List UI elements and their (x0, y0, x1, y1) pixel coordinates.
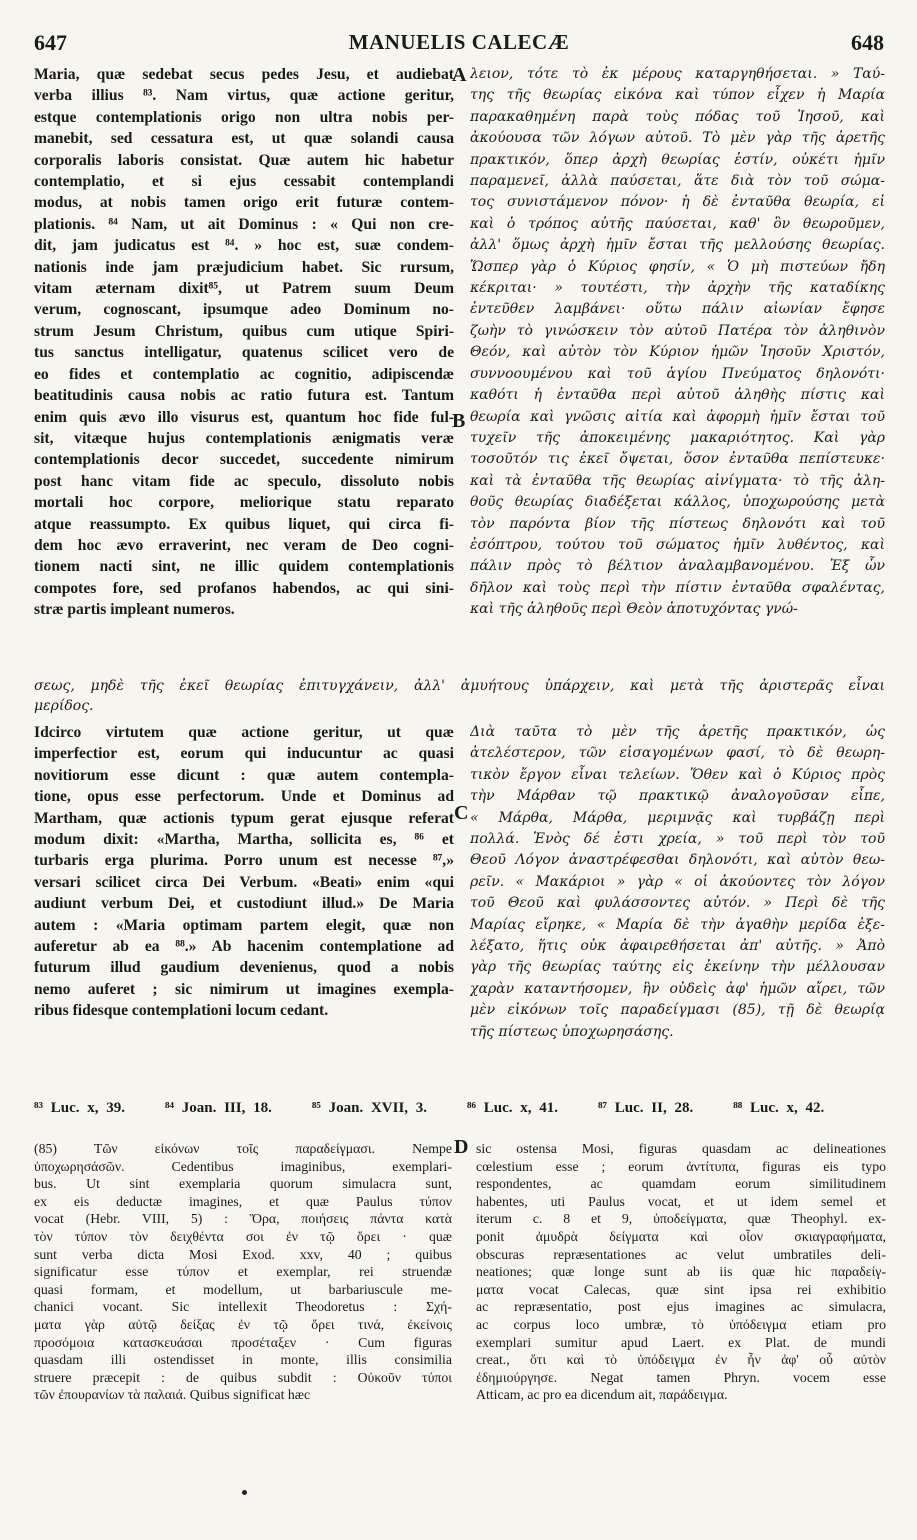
text-line: πολλά. Ἑνὸς δέ ἐστι χρεία, » τοῦ περὶ τὸν τοῦ (470, 831, 885, 848)
note-line: Atticam, ac pro ea dicendum ait, παράδειγμα. (476, 1387, 728, 1403)
text-line: tus sanctus intelligatur, quatenus scilicet vero de (34, 344, 454, 362)
text-line: contemplatio, et si ejus cessabit contemplandi (34, 173, 454, 191)
text-line: ἐντεῦθεν λαμβάνει· οὕτω πάλιν αἰωνίαν ἔφησε (470, 301, 885, 318)
text-line: novitiorum esse dicunt : quæ autem contempla- (34, 766, 454, 784)
running-title: MANUELIS CALECÆ (348, 30, 570, 54)
footnote-ref: ⁸⁷ Luc. II, 28. (598, 1100, 694, 1116)
page-number-right: 648 (851, 30, 884, 55)
text-line: τοσοῦτόν τις ἐκεῖ ὄψεται, ὅσον ἐνταῦθα πεπίστευκε· (470, 451, 885, 468)
text-line: τοῦ Θεοῦ καὶ φυλάσσοντες αὐτόν. » Περὶ δὲ τῆς (470, 895, 885, 912)
text-line: Θεόν, καὶ αὐτὸν τὸν Κύριον ἡμῶν Ἰησοῦν Χριστόν, (470, 344, 885, 361)
note-line: neationes; quæ longe sunt ab iis quæ hic παραδείγ- (476, 1264, 886, 1280)
spanning-greek-line-2: μερίδος. (34, 698, 94, 714)
note-line: ac corpus loco umbræ, τὸ ὑπόδειγμα etiam pro (476, 1316, 886, 1332)
text-line: Ὥσπερ γὰρ ὁ Κύριος φησίν, « Ὁ μὴ πιστεύων ἤδη (470, 258, 885, 275)
text-line: nemo auferet ; sic nimirum ut imagines exempla- (34, 980, 454, 998)
note-line: cœlestium esse ; eorum ἀντίτυπα, figuras eis typo (476, 1158, 886, 1174)
text-line: ρεῖν. « Μακάριοι » γὰρ « οἱ ἀκούοντες τὸν λόγον (470, 873, 885, 890)
text-line: Θεοῦ Λόγον ἀναστρέφεσθαι δηλονότι, καὶ αὐτὸν θεω- (470, 852, 885, 869)
note-line: τὸν τύπον τὸν δειχθέντα σοι ἐν τῷ ὄρει · quæ (34, 1228, 452, 1244)
text-line: πάλιν πρὸς τὸ βέλτιον ἀναλαμβανομένου. Ἐξ ὧν (470, 558, 885, 575)
text-line: eo fides et contemplatio ac cognitio, adipiscendæ (34, 365, 454, 383)
note-line: sunt verba dicta Mosi Exod. xxv, 40 ; quibus (34, 1246, 452, 1262)
text-line: manebit, sed cessatura est, ut quæ solandi causa (34, 130, 454, 148)
text-line: μὲν εἰκόνων τοῖς παραδείγμασι (85), τῇ δὲ θεωρίᾳ (470, 1002, 885, 1019)
text-line: contemplationis decor succedet, succedente nimirum (34, 451, 454, 469)
text-line: ἀλλ' ὅμως ἀρχὴ ἡμῖν ἔσται τῆς μελλούσης θεωρίας. (470, 237, 885, 254)
note-line: ματα vocat Calecas, quæ sint ipsa rei exhibitio (476, 1281, 886, 1297)
text-line: autem : «Maria optimam partem elegit, quæ non (34, 916, 454, 934)
text-line: modus, at nobis tamen origo erit futuræ contem- (34, 194, 454, 212)
page-header (34, 30, 884, 58)
text-line: καὶ τῆς ἀληθοῦς περὶ Θεὸν ἀποτυχόντας γνώ- (470, 601, 798, 618)
text-line: stræ partis impleant numeros. (34, 601, 235, 619)
note-line: habentes, uti Paulus vocat, et ut idem semel et (476, 1193, 886, 1209)
note-line: obscuras repræsentationes ac velut umbratiles deli- (476, 1246, 886, 1262)
text-line: ἀκούουσα τῶν λόγων αὐτοῦ. Τὸ μὲν γὰρ τῆς ἀρετῆς (470, 130, 885, 147)
latin-column-1 (34, 64, 454, 621)
text-line: καὶ τὰ ἐνταῦθα τῆς θεωρίας αἰνίγματα· τὸ τῆς ἀλη- (470, 472, 885, 489)
footnote-ref: ⁸⁵ Joan. XVII, 3. (311, 1100, 428, 1116)
note-line: ponit ἀμυδρὰ δείγματα καὶ οἷον σκιαγραφήματα, (476, 1228, 886, 1244)
text-line: futurum illud gaudium devenienus, quod a nobis (34, 959, 454, 977)
text-line: καὶ ὁ τρόπος αὐτῆς παύσεται, καθ' ὃν θεωροῦμεν, (470, 215, 885, 232)
text-line: atque reassumpto. Ex quibus liquet, qui circa fi- (34, 515, 454, 533)
margin-marker-b: B (452, 410, 466, 432)
text-line: ζωὴν τὸ γινώσκειν τὸν αὐτοῦ Πατέρα τὸν ἀληθινὸν (470, 322, 885, 339)
text-line: δῆλον καὶ τοὺς περὶ τὴν πίστιν ἐνταῦθα σφαλέντας, (470, 579, 885, 596)
note-line: bus. Ut sint exemplaria quorum simulacra sunt, (34, 1176, 452, 1192)
note-line: προσόμοια κατασκευάσαι προσέταξεν · Cum figuras (34, 1334, 452, 1350)
page-number-left: 647 (34, 30, 67, 55)
text-line: imperfectior est, eorum qui inducuntur ac quasi (34, 745, 454, 763)
text-line: τυχεῖν τῆς ἀποκειμένης μακαριότητος. Καὶ γὰρ (470, 429, 885, 446)
text-line: tione, opus esse perfectorum. Unde et Dominus ad (34, 788, 454, 806)
text-line: καθότι ἡ ἐνταῦθα περὶ αὐτοῦ ἀληθὴς πίστις καὶ (470, 387, 885, 404)
text-line: Μαρίας εἴρηκε, « Μαρία δὲ τὴν ἀγαθὴν μερίδα ἐξε- (470, 916, 885, 933)
text-line: Maria, quæ sedebat secus pedes Jesu, et audiebat (34, 66, 454, 83)
margin-marker-d: D (454, 1136, 469, 1158)
text-line: λέξατο, ἥτις οὐκ ἀφαιρεθήσεται ἀπ' αὐτῆς. » Ἀπὸ (470, 938, 885, 955)
margin-marker-c: C (454, 802, 469, 824)
text-line: τῆς πίστεως ὑποχωρησάσης. (470, 1023, 674, 1040)
text-line: audiunt verbum Dei, et custodiunt illud.» De Maria (34, 895, 454, 913)
text-line: corporalis laboris consistat. Quæ autem hic habetur (34, 151, 454, 169)
text-line: strum Jesum Christum, quibus cum utique Spiri- (34, 322, 454, 340)
note-line: exemplari sumitur apud Laert. ex Plat. de mundi (476, 1334, 886, 1350)
text-line: dit, jam judicatus est ⁸⁴. » hoc est, suæ condem- (34, 237, 454, 255)
text-line: πρακτικόν, ὅπερ ἀρχὴ θεωρίας ἐστίν, οὐκέτι ἡμῖν (470, 151, 885, 168)
ink-dot (242, 1490, 247, 1495)
text-line: θεωρία καὶ γνῶσις αἰτία καὶ ἀφορμὴ ἡμῖν ἔσται τοῦ (470, 408, 885, 425)
margin-marker-a: A (452, 64, 467, 86)
note-line: respondentes, ac quamdam eorum similitudinem (476, 1176, 886, 1192)
text-line: παρακαθημένη παρὰ τοὺς πόδας τοῦ Ἰησοῦ, καὶ (470, 108, 885, 125)
note-line: sic ostensa Mosi, figuras quasdam ac delineationes (476, 1141, 886, 1156)
note-line: quasi formam, et modellum, ut barbariuscule me- (34, 1281, 452, 1297)
text-line: modum dixit: «Martha, Martha, sollicita es, ⁸⁶ et (34, 831, 454, 849)
text-line: τὸν παρόντα βίον τῆς πίστεως δηλονότι καὶ τοῦ (470, 515, 885, 532)
text-line: ἐσόπτρου, τούτου τοῦ σώματος ἡμῖν λυθέντος, καὶ (470, 536, 885, 553)
text-line: beatitudinis causa nobis ac ratio futura est. Tantum (34, 387, 454, 405)
note-line: struere præcepit : de quibus subdit : Οὐκοῦν τύποι (34, 1369, 452, 1385)
text-line: verum, cognoscant, ipsumque adeo Dominum no- (34, 301, 454, 319)
text-line: θοῦς θεωρίας διαδέξεται κάλλος, ὑποχωρούσης μετὰ (470, 494, 885, 511)
text-line: compotes fore, sed profanos habendos, ac qui sini- (34, 579, 454, 597)
note-line: ματα γὰρ αὐτῷ δείξας ἐν τῷ ὄρει τινά, ἐκείνοις (34, 1316, 452, 1332)
text-line: Idcirco virtutem quæ actione geritur, ut quæ (34, 724, 454, 741)
text-line: mortali hoc corpore, meliorique statu reparato (34, 494, 454, 512)
text-line: verba illius ⁸³. Nam virtus, quæ actione geritur, (34, 87, 454, 105)
text-line: γὰρ τῆς θεωρίας ταύτης εἰς ἐκείνην τὴν μέλλουσαν (470, 959, 885, 976)
note-line: τῶν ἐπουρανίων τὰ παλαιά. Quibus significat hæc (34, 1387, 311, 1403)
text-line: ἀτελέστερον, τῶν εἰσαγομένων φασί, τὸ δὲ θεωρη- (470, 745, 885, 762)
footnote-references (34, 1100, 885, 1117)
greek-column-1 (470, 64, 885, 621)
note-line: significatur esse τύπον et exemplar, rei struendæ (34, 1264, 452, 1280)
text-line: τὴν Μάρθαν τῷ πρακτικῷ ἀναλογοῦσαν εἶπε, (470, 788, 885, 805)
text-line: χαρὰν καταντήσομεν, ἣν οὐδεὶς ἀφ' ἡμῶν αἴρει, τῶν (470, 980, 885, 997)
text-line: παραμενεῖ, ἀλλὰ παύσεται, ἅτε διὰ τὸν τοῦ σώμα- (470, 173, 885, 190)
spanning-greek-line: σεως, μηδὲ τῆς ἐκεῖ θεωρίας ἐπιτυγχάνειν, ἀλλ' ἀμυήτους ὑπάρχειν, καὶ μετὰ τῆς ἀριστερᾶς εἶναι (34, 678, 885, 694)
footnote-ref: ⁸⁶ Luc. x, 41. (467, 1100, 559, 1116)
text-line: ribus fidesque contemplationi locum cedant. (34, 1002, 329, 1020)
text-line: nationis inde jam præjudicium habet. Sic rursum, (34, 258, 454, 276)
note-line: ἐδημιούργησε. Negat tamen Phryn. vocem esse (476, 1369, 886, 1385)
text-line: estque contemplationis origo non ultra nobis per- (34, 108, 454, 126)
greek-column-2 (470, 722, 885, 1043)
text-line: λειον, τότε τὸ ἐκ μέρους καταργηθήσεται. » Ταύ- (470, 66, 885, 82)
latin-column-2 (34, 722, 454, 1022)
note-line: vocat (Hebr. VIII, 5) : Ὅρα, ποιήσεις πάντα κατὰ (34, 1211, 452, 1227)
text-line: vitam æternam dixit⁸⁵, ut Patrem suum Deum (34, 280, 454, 298)
text-line: τος συνιστάμενον πόνον· ἡ δὲ ἐνταῦθα θεωρία, εἰ (470, 194, 885, 211)
note-line: iterum c. 8 et 9, ὑποδείγματα, quæ Theophyl. ex- (476, 1211, 886, 1227)
text-line: auferetur ab ea ⁸⁸.» Ab hacenim contemplatione ad (34, 938, 454, 956)
text-line: « Μάρθα, Μάρθα, μεριμνᾷς καὶ τυρβάζῃ περὶ (470, 809, 885, 826)
text-line: συννοουμένου καὶ τοῦ ἁγίου Πνεύματος δηλονότι· (470, 365, 885, 382)
note-line: chanici vocant. Sic intellexit Theodoretus : Σχή- (34, 1299, 452, 1315)
footnote-ref: ⁸³ Luc. x, 39. (34, 1100, 125, 1116)
text-line: versari scilicet circa Dei Verbum. «Beati» enim «qui (34, 873, 454, 891)
text-line: sit, vitæque hujus contemplationis ænigmatis veræ (34, 429, 454, 447)
footnote-ref: ⁸⁸ Luc. x, 42. (733, 1100, 825, 1116)
text-line: κέκριται· » τουτέστι, τὴν ἀρχὴν τῆς καταδίκης (470, 280, 885, 297)
text-line: της τῆς θεωρίας εἰκόνα καὶ τύπον εἶχεν ἡ Μαρία (470, 87, 885, 104)
text-line: enim quis ævo illo visurus est, quantum hoc fide ful- (34, 408, 454, 426)
note-line: quasdam illi ostendisset in monte, illis consimilia (34, 1352, 452, 1368)
note-line: ex eis deductæ imagines, et quæ Paulus τύπον (34, 1193, 452, 1209)
note-line: (85) Τῶν εἰκόνων τοῖς παραδείγμασι. Nempe (34, 1141, 452, 1156)
text-line: Martham, quæ actionis typum gerat ejusque referat (34, 809, 454, 827)
annotation-right (476, 1140, 886, 1404)
text-line: τικὸν ἔργον εἶναι τελείων. Ὅθεν καὶ ὁ Κύριος πρὸς (470, 766, 885, 783)
text-line: plationis. ⁸⁴ Nam, ut ait Dominus : « Qui non cre- (34, 215, 454, 233)
footnote-ref: ⁸⁴ Joan. III, 18. (165, 1100, 272, 1116)
annotation-left (34, 1140, 452, 1404)
text-line: tionem nacti sint, ne illic quidem contemplationis (34, 558, 454, 576)
note-line: ὑποχωρησάσῶν. Cedentibus imaginibus, exemplari- (34, 1158, 452, 1174)
text-line: post hanc vitam fide ac speculo, dissoluto nobis (34, 472, 454, 490)
note-line: creat., ὅτι καὶ τὸ ὑπόδειγμα ἐν ἧν ἀφ' οὗ αὐτὸν (476, 1352, 886, 1368)
text-line: turbaris erga plurima. Porro unum est necesse ⁸⁷,» (34, 852, 454, 870)
text-line: Διὰ ταῦτα τὸ μὲν τῆς ἀρετῆς πρακτικόν, ὡς (470, 724, 885, 740)
text-line: dem hoc ævo erraverint, nec veram de Deo cogni- (34, 536, 454, 554)
note-line: ac repræsentatio, post ejus imagines ac simulacra, (476, 1299, 886, 1315)
